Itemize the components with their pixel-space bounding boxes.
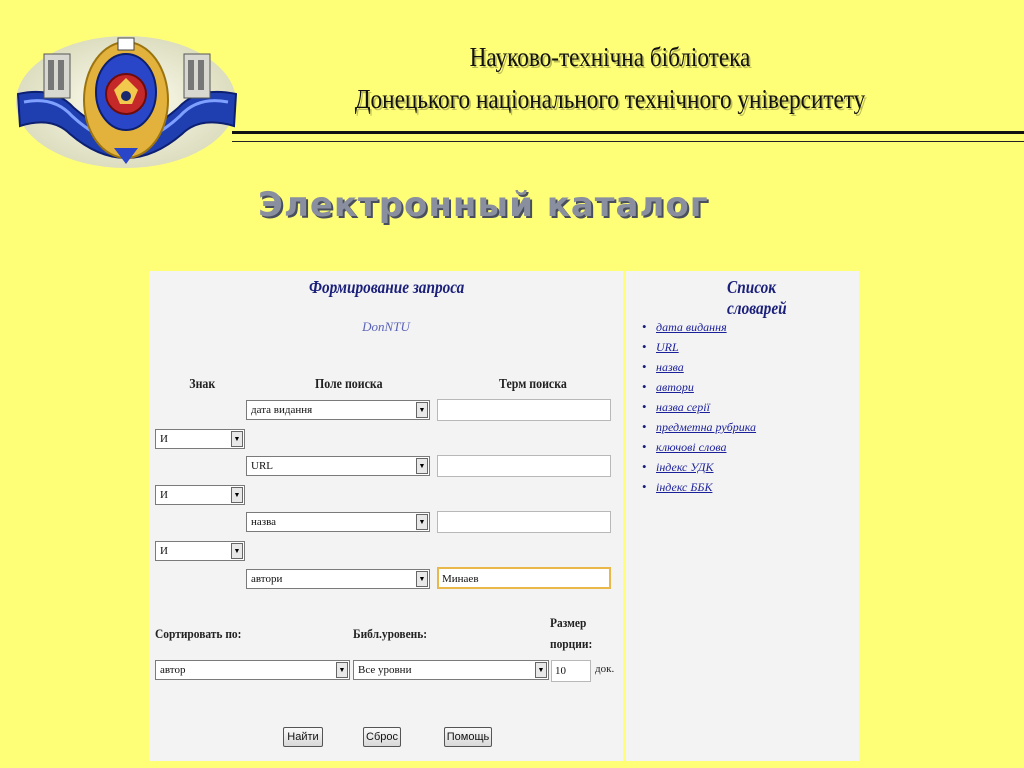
dropdown-arrow-icon: ▼: [231, 543, 243, 559]
library-title-line-2: Донецького національного технічного університету: [354, 84, 866, 114]
search-field-select-2[interactable]: [246, 456, 430, 476]
help-button[interactable]: Помощь: [444, 727, 492, 747]
list-item: [642, 317, 756, 337]
reset-button[interactable]: Сброс: [363, 727, 401, 747]
portion-size-input[interactable]: 10: [551, 660, 591, 682]
logic-operator-select-3[interactable]: [155, 541, 245, 561]
portion-size-label-2: порции:: [550, 636, 593, 651]
logic-operator-select-2-value: И: [160, 489, 168, 501]
sort-by-select-value: автор: [160, 664, 186, 676]
list-item: [642, 337, 756, 357]
list-item: [642, 397, 756, 417]
logic-operator-select-3-value: И: [160, 545, 168, 557]
search-field-select-4[interactable]: [246, 569, 430, 589]
search-field-select-1-value: дата видання: [251, 404, 313, 416]
search-term-input-3[interactable]: [437, 511, 611, 533]
column-header-sign: Знак: [189, 377, 216, 392]
list-item: [642, 477, 756, 497]
search-term-input-4[interactable]: Минаев: [437, 567, 611, 589]
page-title: Электронный каталог: [258, 185, 709, 225]
dictionary-link-series-title[interactable]: назва серії: [656, 400, 710, 414]
portion-size-label-1: Размер: [550, 615, 587, 630]
logic-operator-select-2[interactable]: [155, 485, 245, 505]
dropdown-arrow-icon: ▼: [231, 487, 243, 503]
query-form-title: Формирование запроса: [309, 277, 465, 297]
dictionary-link-url[interactable]: URL: [656, 340, 679, 354]
list-item: [642, 457, 756, 477]
header-divider-thin: [232, 141, 1024, 142]
dictionary-link-title[interactable]: назва: [656, 360, 684, 374]
sort-by-select[interactable]: [155, 660, 350, 680]
dictionary-link-authors[interactable]: автори: [656, 380, 694, 394]
portion-unit: док.: [595, 663, 615, 675]
dictionary-link-udc-index[interactable]: індекс УДК: [656, 460, 714, 474]
list-item: [642, 357, 756, 377]
library-title-line-1: Науково-технічна бібліотека: [469, 42, 751, 72]
search-field-select-2-value: URL: [251, 460, 273, 472]
university-logo: [14, 30, 240, 170]
dictionary-link-bbk-index[interactable]: індекс ББК: [656, 480, 713, 494]
search-field-select-3[interactable]: [246, 512, 430, 532]
dropdown-arrow-icon: ▼: [535, 662, 547, 678]
list-item: [642, 377, 756, 397]
dropdown-arrow-icon: ▼: [416, 402, 428, 418]
bibl-level-select-value: Все уровни: [358, 664, 412, 676]
bibl-level-select[interactable]: [353, 660, 549, 680]
dictionary-list-title: Список словарей: [727, 277, 787, 318]
dropdown-arrow-icon: ▼: [416, 571, 428, 587]
column-header-term: Терм поиска: [498, 377, 567, 392]
list-item: [642, 417, 756, 437]
search-field-select-3-value: назва: [251, 516, 277, 528]
dropdown-arrow-icon: ▼: [416, 458, 428, 474]
dictionary-list-panel: [626, 271, 859, 761]
dictionary-list: [642, 317, 756, 497]
list-item: [642, 437, 756, 457]
search-term-input-2[interactable]: [437, 455, 611, 477]
query-form-panel: [149, 271, 623, 761]
dictionary-link-keywords[interactable]: ключові слова: [656, 440, 727, 454]
search-term-input-1[interactable]: [437, 399, 611, 421]
logic-operator-select-1-value: И: [160, 433, 168, 445]
dictionary-link-publication-date[interactable]: дата видання: [656, 320, 727, 334]
header-divider-thick: [232, 131, 1024, 134]
search-field-select-4-value: автори: [251, 573, 283, 585]
dropdown-arrow-icon: ▼: [416, 514, 428, 530]
logic-operator-select-1[interactable]: [155, 429, 245, 449]
sort-by-label: Сортировать по:: [155, 626, 242, 641]
dropdown-arrow-icon: ▼: [336, 662, 348, 678]
bibl-level-label: Библ.уровень:: [353, 626, 428, 641]
search-field-select-1[interactable]: [246, 400, 430, 420]
column-header-field: Поле поиска: [314, 377, 383, 392]
dropdown-arrow-icon: ▼: [231, 431, 243, 447]
find-button[interactable]: Найти: [283, 727, 323, 747]
database-name: DonNTU: [362, 319, 410, 334]
dictionary-link-subject-heading[interactable]: предметна рубрика: [656, 420, 757, 434]
